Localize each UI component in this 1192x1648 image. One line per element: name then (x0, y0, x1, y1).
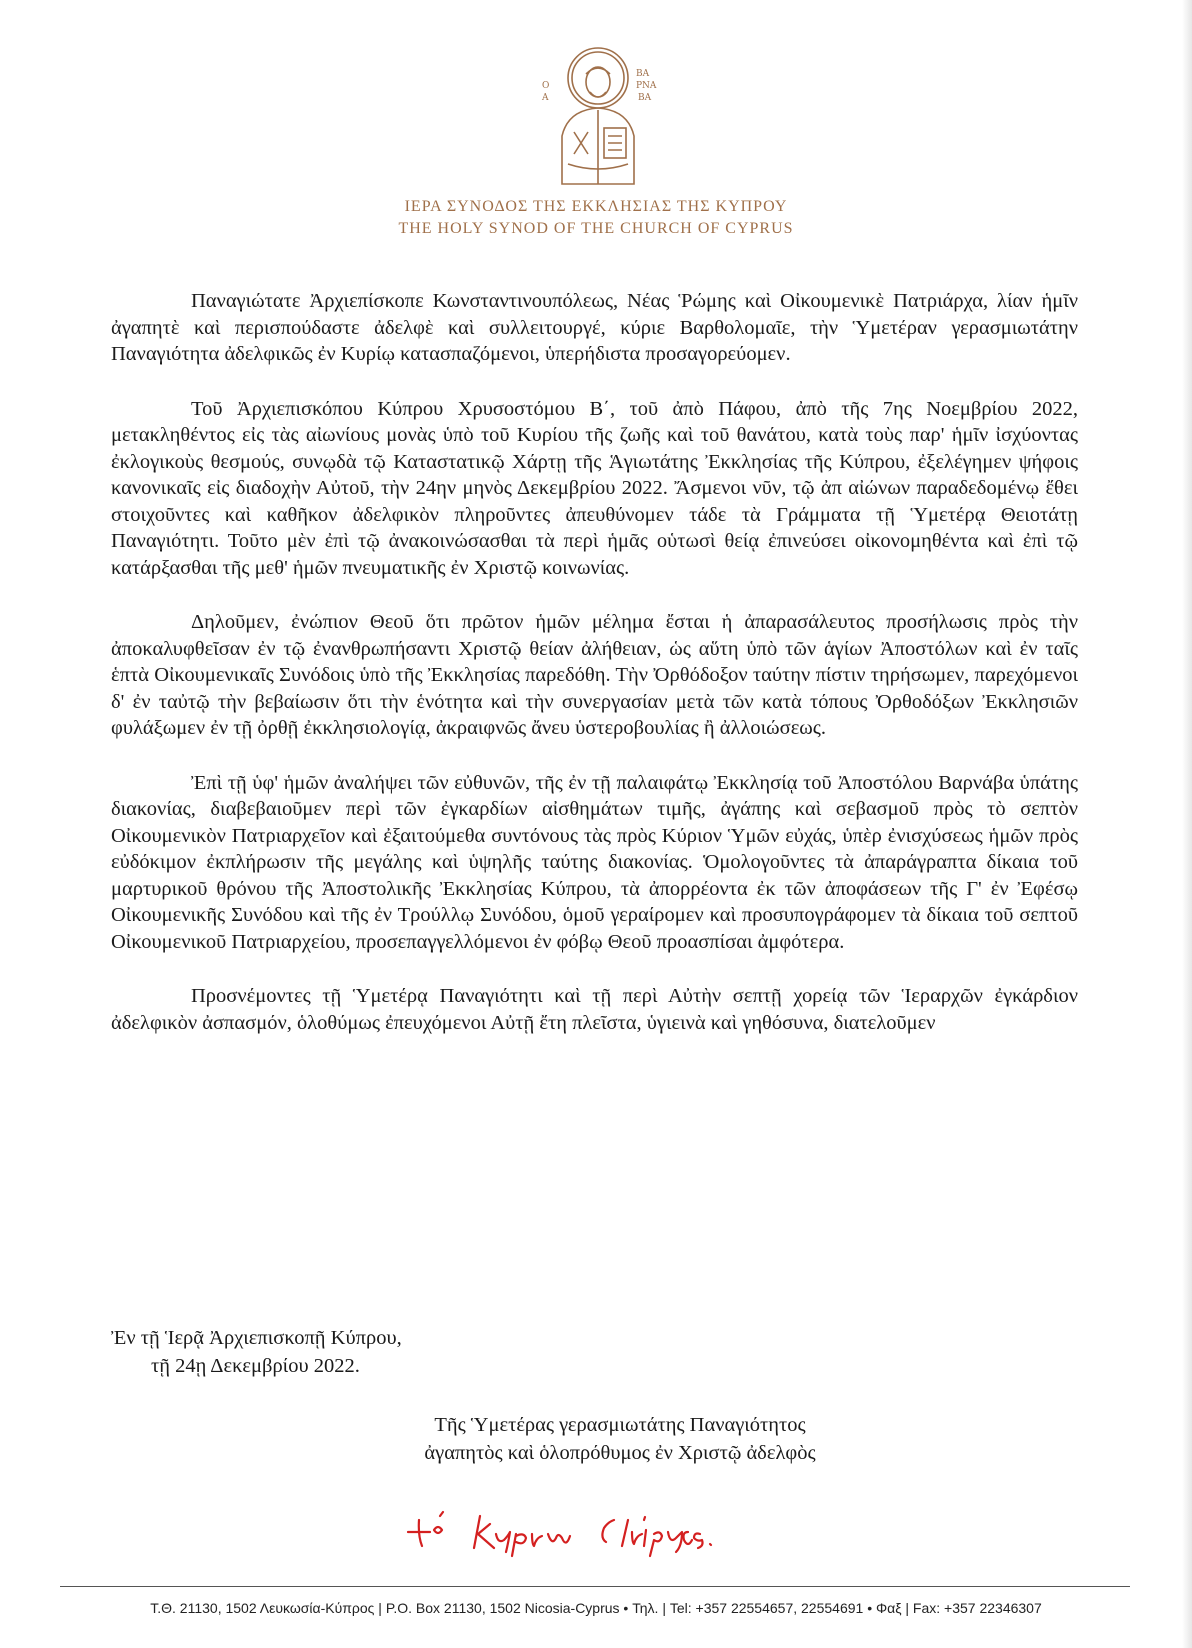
closing-formula (280, 1411, 960, 1467)
handwritten-signature (400, 1490, 780, 1560)
page-edge-shadow (1182, 0, 1192, 1648)
svg-text:Ο: Ο (542, 81, 550, 91)
svg-text:ΡΝΑ: ΡΝΑ (636, 81, 657, 91)
svg-text:Α: Α (542, 93, 549, 103)
paragraph-assurance: Ἐπὶ τῇ ὑφ' ἡμῶν ἀναλήψει τῶν εὐθυνῶν, τῆς ἐν τῇ παλαιφάτῳ Ἐκκλησίᾳ τοῦ Ἀποστόλου Βαρνάβα ὑπάτης διακονίας, διαβεβαιοῦμεν περὶ τῶν ἐγκαρδίων αἰσθημάτων τιμῆς, ἀγάπης καὶ σεβασμοῦ πρὸς τὸ σεπτὸν Οἰκουμενικὸν Πατριαρχεῖον καὶ ἐξαιτούμεθα συντόνους τὰς πρὸς Κύριον Ὑμῶν εὐχάς, ὑπὲρ ἐνισχύσεως ἡμῶν πρὸς εὐδόκιμον ἐκπλήρωσιν τῆς μεγάλης καὶ ὑψηλῆς ταύτης διακονίας. Ὁμολογοῦντες τὰ ἀπαράγραπτα δίκαια τοῦ μαρτυρικοῦ θρόνου τῆς Ἀποστολικῆς Ἐκκλησίας Κύπρου, τὰ ἀπορρέοντα ἐκ τῶν ἀποφάσεων τῆς Γ' ἐν Ἐφέσῳ Οἰκουμενικῆς Συνόδου καὶ τῆς ἐν Τρούλλῳ Συνόδου, ὁμοῦ γεραίρομεν καὶ προσυπογράφομεν τὰ δίκαια τοῦ σεπτοῦ Οἰκουμενικοῦ Πατριαρχείου, προσεπαγγελλόμενοι ἐν φόβῳ Θεοῦ προασπίσαι ἀμφότερα. (111, 771, 1078, 953)
header-english: THE HOLY SYNOD OF THE CHURCH OF CYPRUS (398, 220, 794, 237)
place-date (111, 1324, 402, 1380)
date-line: τῇ 24ῃ Δεκεμβρίου 2022. (151, 1355, 360, 1377)
svg-text:ΒΑ: ΒΑ (638, 93, 652, 103)
closing-line-2: ἀγαπητὸς καὶ ὁλοπρόθυμος ἐν Χριστῷ ἀδελφὸς (424, 1442, 816, 1464)
closing-line-1: Τῆς Ὑμετέρας γερασμιωτάτης Παναγιότητος (434, 1414, 806, 1436)
paragraph-declaration: Δηλοῦμεν, ἐνώπιον Θεοῦ ὅτι πρῶτον ἡμῶν μέλημα ἔσται ἡ ἀπαρασάλευτος προσήλωσις πρὸς τὴν ἀποκαλυφθεῖσαν ἐν τῷ ἐνανθρωπήσαντι Χριστῷ θείαν ἀλήθειαν, ὡς αὕτη ὑπὸ τῶν ἁγίων Ἀποστόλων καὶ ἐν ταῖς ἑπτὰ Οἰκουμενικαῖς Συνόδοις ὑπὸ τῆς Ἐκκλησίας παρεδόθη. Τὴν Ὀρθόδοξον ταύτην πίστιν τηρήσωμεν, παρεχόμενοι δ' ἐν ταὐτῷ τὴν βεβαίωσιν ὅτι τὴν ἑνότητα καὶ τὴν συνεργασίαν μετὰ τῶν κατὰ τόπους Ὀρθοδόξων Ἐκκλησιῶν φυλάξωμεν ἐν τῇ ὀρθῇ ἐκκλησιολογίᾳ, ἀκραιφνῶς ἄνευ ὑστεροβουλίας ἢ ἀλλοιώσεως. (111, 611, 1078, 739)
header-greek: ΙΕΡΑ ΣΥΝΟΔΟΣ ΤΗΣ ΕΚΚΛΗΣΙΑΣ ΤΗΣ ΚΥΠΡΟΥ (404, 198, 788, 215)
svg-text:ΒΑ: ΒΑ (636, 69, 650, 79)
paragraph-election: Τοῦ Ἀρχιεπισκόπου Κύπρου Χρυσοστόμου Β΄, τοῦ ἀπὸ Πάφου, ἀπὸ τῆς 7ης Νοεμβρίου 2022, μετακληθέντος εἰς τὰς αἰωνίους μονὰς ὑπὸ τοῦ Κυρίου τῆς ζωῆς καὶ τοῦ θανάτου, κατὰ τοὺς παρ' ἡμῖν ἰσχύοντας ἐκλογικοὺς θεσμούς, συνῳδὰ τῷ Καταστατικῷ Χάρτῃ τῆς Ἁγιωτάτης Ἐκκλησίας τῆς Κύπρου, ἐξελέγημεν ψήφοις κανονικαῖς εἰς διαδοχὴν Αὐτοῦ, τὴν 24ην μηνὸς Δεκεμβρίου 2022. Ἄσμενοι νῦν, τῷ ἀπ αἰώνων παραδεδομένῳ ἔθει στοιχοῦντες καὶ καθῆκον ἀδελφικὸν πληροῦντες ἀπευθύνομεν τάδε τὰ Γράμματα τῇ Ὑμετέρᾳ Θειοτάτῃ Παναγιότητι. Τοῦτο μὲν ἐπὶ τῷ ἀνακοινώσασθαι τὰ περὶ ἡμᾶς οὑτωσὶ θείᾳ ἐπινεύσει οἰκονομηθέντα καὶ ἐπὶ τῷ κατάρξασθαι τῆς μεθ' ἡμῶν πνευματικῆς ἐν Χριστῷ κοινωνίας. (111, 397, 1078, 579)
footer-divider (60, 1586, 1130, 1587)
footer-contact: Τ.Θ. 21130, 1502 Λευκωσία-Κύπρος | P.O. Box 21130, 1502 Nicosia-Cyprus • Τηλ. | Tel: +357 22554657, 22554691 • Φαξ | Fax: +357 22346307 (150, 1600, 1042, 1616)
paragraph-salutation: Παναγιώτατε Ἀρχιεπίσκοπε Κωνσταντινουπόλεως, Νέας Ῥώμης καὶ Οἰκουμενικὲ Πατριάρχα, λίαν ἡμῖν ἀγαπητὲ καὶ περισπούδαστε ἀδελφὲ καὶ συλλειτουργέ, κύριε Βαρθολομαῖε, τὴν Ὑμετέραν γερασμιωτάτην Παναγιότητα ἀδελφικῶς ἐν Κυρίῳ κατασπαζόμενοι, ὑπερήδιστα προσαγορεύομεν. (111, 290, 1078, 365)
place-line: Ἐν τῇ Ἱερᾷ Ἀρχιεπισκοπῇ Κύπρου, (111, 1327, 402, 1349)
saint-barnabas-icon (538, 36, 658, 186)
paragraph-greeting: Προσνέμοντες τῇ Ὑμετέρᾳ Παναγιότητι καὶ τῇ περὶ Αὐτὴν σεπτῇ χορείᾳ τῶν Ἱεραρχῶν ἐγκάρδιον ἀδελφικὸν ἀσπασμόν, ὁλοθύμως ἐπευχόμενοι Αὐτῇ ἔτη πλεῖστα, ὑγιεινὰ καὶ γηθόσυνα, διατελοῦμεν (111, 985, 1078, 1034)
letter-body (111, 288, 1078, 1064)
